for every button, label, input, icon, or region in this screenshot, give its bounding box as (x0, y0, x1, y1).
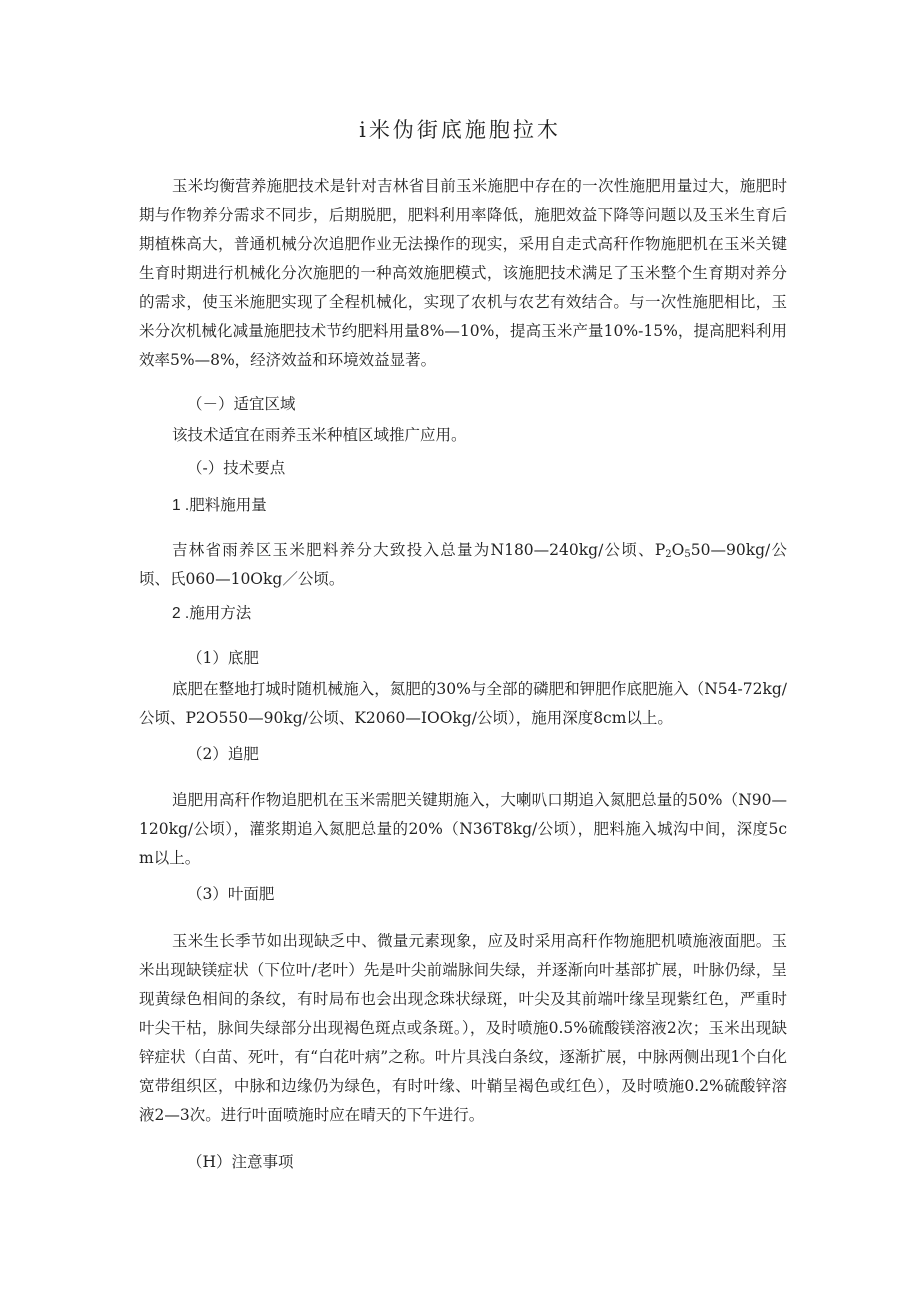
document-title: i米伪街底施胞拉木 (359, 118, 561, 142)
fertilizer-amount-subscript-1: 2 (665, 549, 672, 560)
section-heading-precautions: （H）注意事项 (187, 1153, 294, 1171)
fertilizer-amount-text-a: 吉林省雨养区玉米肥料养分大致投入总量为N180—240kg∕公顷、P (172, 541, 666, 559)
subheading-foliar-fertilizer: （3）叶面肥 (187, 885, 275, 903)
fertilizer-amount-text-b: O (671, 541, 685, 559)
foliar-fertilizer-paragraph: 玉米生长季节如出现缺乏中、微量元素现象，应及时采用高秆作物施肥机喷施液面肥。玉米出现缺镁症状（下位叶/老叶）先是叶尖前端脉间失绿，并逐渐向叶基部扩展，叶脉仍绿，呈现黄绿色相间的条纹，有时局布也会出现念珠状绿斑，叶尖及其前端叶缘呈现紫红色，严重时叶尖干枯，脉间失绿部分出现褐色斑点或条斑。），及时喷施0.5%硫酸镁溶液2次；玉米出现缺锌症状（白苗、死叶，有“白花叶病”之称。叶片具浅白条纹，逐渐扩展，中脉两侧出现1个白化宽带组织区，中脉和边缘仍为绿色，有时叶缘、叶鞘呈褐色或红色），及时喷施0.2%硫酸锌溶液2—3次。进行叶面喷施时应在晴天的下午进行。 (139, 932, 787, 1124)
region-paragraph: 该技术适宜在雨养玉米种植区域推广应用。 (172, 426, 467, 444)
subheading-base-fertilizer: （1）底肥 (187, 649, 259, 667)
subheading-top-dressing: （2）追肥 (187, 745, 259, 763)
base-fertilizer-paragraph: 底肥在整地打城时随机械施入，氮肥的30%与全部的磷肥和钾肥作底肥施入（N54-72kg∕公顷、P2O550—90kg∕公顷、K2060—IOOkg∕公顷），施用深度8cm以上。 (139, 680, 787, 727)
top-dressing-paragraph: 追肥用高秆作物追肥机在玉米需肥关键期施入，大喇叭口期追入氮肥总量的50%（N90—120kg∕公顷），灌浆期追入氮肥总量的20%（N36T8kg/公顷），肥料施入城沟中间，深度5cm以上。 (139, 791, 787, 867)
item-heading-application-method: 2 .施用方法 (172, 605, 252, 622)
intro-paragraph: 玉米均衡营养施肥技术是针对吉林省目前玉米施肥中存在的一次性施肥用量过大，施肥时期与作物养分需求不同步，后期脱肥，肥料利用率降低，施肥效益下降等问题以及玉米生育后期植株高大，普通机械分次追肥作业无法操作的现实，采用自走式高秆作物施肥机在玉米关键生育时期进行机械化分次施肥的一种高效施肥模式，该施肥技术满足了玉米整个生育期对养分的需求，使玉米施肥实现了全程机械化，实现了农机与农艺有效结合。与一次性施肥相比，玉米分次机械化减量施肥技术节约肥料用量8%—10%，提高玉米产量10%-15%，提高肥料利用效率5%—8%，经济效益和环境效益显著。 (139, 177, 787, 369)
section-heading-region: （－）适宜区域 (187, 395, 296, 413)
fertilizer-amount-subscript-2: 5 (684, 549, 691, 560)
item-heading-fertilizer-amount: 1 .肥料施用量 (172, 497, 267, 514)
fertilizer-amount-text-c: 50—90kg∕公顷、氏060—10Okg／公顷。 (139, 541, 787, 588)
section-heading-technique: （-）技术要点 (187, 459, 286, 477)
fertilizer-amount-paragraph (139, 536, 787, 594)
